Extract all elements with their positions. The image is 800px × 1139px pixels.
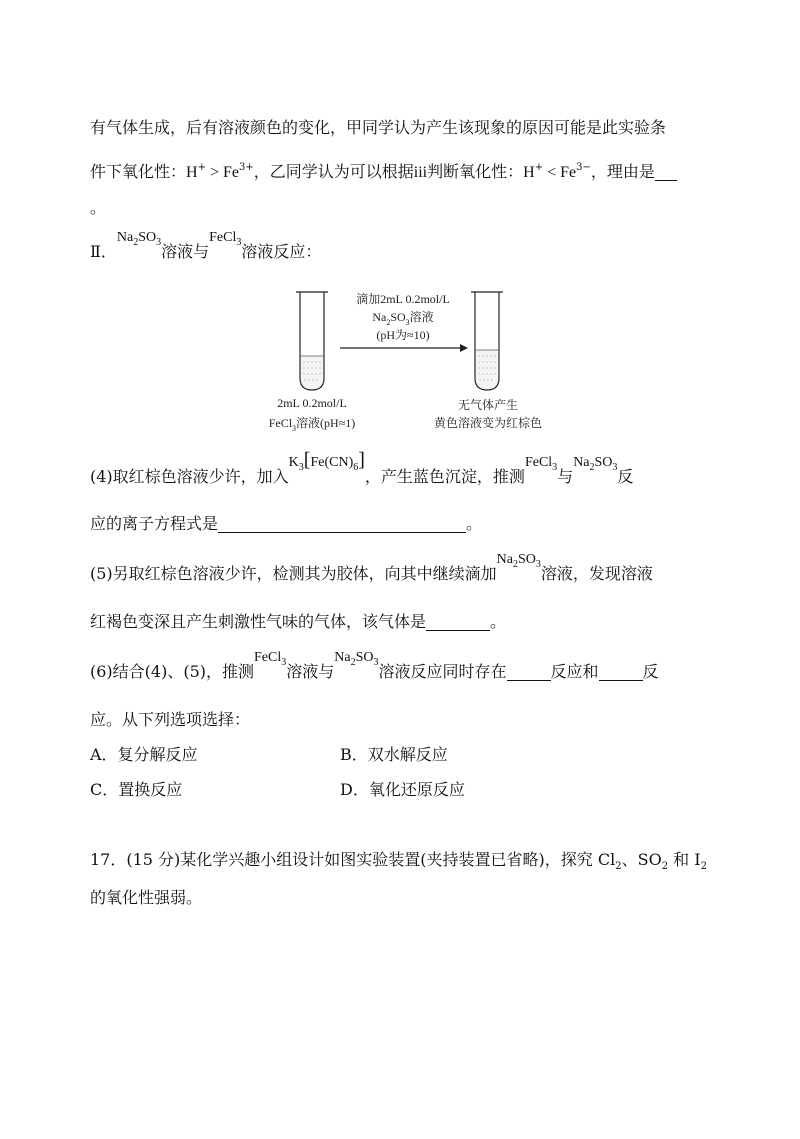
paragraph-text: ，乙同学认为可以根据	[253, 162, 414, 181]
question-text: 反	[617, 467, 634, 486]
question-text: 溶液反应同时存在	[378, 662, 507, 681]
question-text: 与	[557, 467, 574, 486]
question-text: (6)结合(4)、(5)，推测	[90, 662, 254, 681]
chem-fecl3: FeCl$_3$	[524, 455, 558, 473]
answer-blank[interactable]	[599, 662, 643, 681]
paragraph-text: 有气体生成，后有溶液颜色的变化，甲同学认为产生该现象的原因可能是此实验条	[90, 118, 667, 137]
question-4-line-1	[90, 449, 634, 496]
option-b[interactable]: B．双水解反应	[340, 745, 448, 764]
question-text: 的氧化性强弱。	[90, 888, 203, 907]
right-test-tube	[471, 292, 503, 390]
paragraph-text: 判断氧化性：	[427, 162, 524, 181]
answer-blank[interactable]	[655, 162, 677, 181]
section-label: Ⅱ．	[90, 242, 117, 261]
chem-h: H	[186, 164, 198, 181]
chem-fe: < Fe	[543, 164, 577, 181]
arrow-label-3: (pH为≈10)	[376, 328, 430, 342]
chem-h: H	[523, 164, 535, 181]
chem-fecl3: FeCl$_3$	[209, 230, 242, 248]
text-line-3	[90, 196, 106, 220]
paragraph-text: 。	[90, 198, 107, 217]
superscript: +	[534, 162, 544, 173]
question-text: (5)另取红棕色溶液少许，检测其为胶体，向其中继续滴加	[90, 564, 497, 583]
question-text: 反应和	[550, 662, 599, 681]
left-caption-2: FeCl$_3$溶液(pH≈1)	[268, 416, 356, 433]
answer-blank[interactable]	[218, 514, 466, 533]
question-6-line-1	[90, 650, 659, 691]
question-text: 17．(15 分)某化学兴趣小组设计如图实验装置(夹持装置已省略)，探究 Cl	[90, 850, 616, 869]
question-text: ，产生蓝色沉淀，推测	[364, 467, 525, 486]
question-5-line-2: 红褐色变深且产生刺激性气味的气体，该气体是 。	[90, 612, 507, 631]
chem-fecl3: FeCl$_3$	[254, 650, 287, 668]
right-caption-1: 无气体产生	[457, 398, 518, 412]
chem-k3fecn6: $K_3[Fe(CN)_6]$	[288, 449, 365, 473]
superscript: 3−	[576, 162, 591, 173]
question-text: 和 I	[668, 850, 701, 869]
question-text: 反	[642, 662, 659, 681]
left-test-tube	[296, 292, 328, 390]
paragraph-text: ，理由是	[590, 162, 655, 181]
option-a[interactable]: A．复分解反应	[90, 745, 198, 764]
paragraph-text: 溶液与	[161, 242, 210, 261]
question-17-line-1: 17．(15 分)某化学兴趣小组设计如图实验装置(夹持装置已省略)，探究 $Cl_2$、$SO_2$ 和 $I_2$	[90, 850, 707, 872]
chem-na2so3: $Na_2SO_3$	[334, 650, 379, 668]
arrow-label-2: $Na_2SO_3$溶液	[372, 310, 434, 327]
question-text: 、SO	[621, 850, 662, 869]
chem-fe: > Fe	[205, 164, 239, 181]
answer-blank[interactable]	[507, 662, 551, 681]
question-6-line-2	[90, 708, 250, 732]
question-text: (4)取红棕色溶液少许，加入	[90, 467, 289, 486]
option-c[interactable]: C．置换反应	[90, 780, 183, 799]
paragraph-text: 件下氧化性：	[90, 162, 187, 181]
experiment-diagram	[248, 286, 560, 434]
chem-na2so3: $Na_2SO_3$	[573, 455, 618, 473]
text-line-1	[90, 116, 666, 140]
answer-blank[interactable]	[426, 612, 490, 631]
section-2-heading	[90, 230, 322, 271]
left-caption-1: 2mL 0.2mol/L	[277, 396, 347, 410]
option-d[interactable]: D．氧化还原反应	[340, 780, 465, 799]
question-text: 溶液与	[286, 662, 335, 681]
superscript: +	[197, 162, 206, 173]
question-text: 溶液，发现溶液	[540, 564, 653, 583]
question-4-line-2: 应的离子方程式是 。	[90, 514, 483, 533]
question-5-line-1	[90, 552, 653, 593]
roman-iii: iii	[413, 164, 428, 181]
reaction-arrow	[340, 344, 468, 352]
right-caption-2: 黄色溶液变为红棕色	[433, 416, 542, 430]
question-text: 应。从下列选项选择：	[90, 710, 251, 729]
chem-na2so3: $Na_2SO_3$	[116, 230, 162, 248]
paragraph-text: 溶液反应：	[241, 242, 322, 261]
superscript: 3+	[239, 162, 254, 173]
question-text: 红褐色变深且产生刺激性气味的气体，该气体是	[90, 612, 427, 631]
question-text: 应的离子方程式是	[90, 514, 219, 533]
text-line-2	[90, 156, 677, 185]
question-17-line-2	[90, 886, 202, 910]
arrow-label-1: 滴加2mL 0.2mol/L	[356, 292, 450, 306]
chem-na2so3: $Na_2SO_3$	[496, 552, 541, 570]
